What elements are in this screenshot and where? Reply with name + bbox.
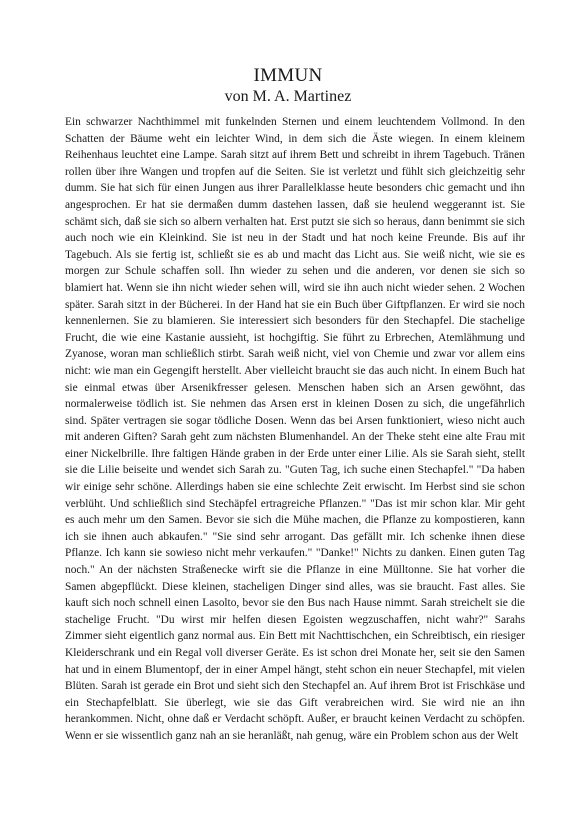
document-title: IMMUN — [253, 65, 323, 86]
document-body: Ein schwarzer Nachthimmel mit funkelnden Sternen und einem leuchtendem Vollmond. In den Schatten der Bäume weht ein leichter Wind, in dem sich die Äste wiegen. In einem kleinem Reihenhaus leuchtet eine Lampe. Sarah sitzt auf ihrem Bett und schreibt in ihrem Tagebuch. Tränen rollen über ihre Wangen und tropfen auf die Seiten. Sie ist verletzt und fühlt sich gleichzeitig sehr dumm. Sie hat sich für einen Jungen aus ihrer Parallelklasse heute besonders chic gemacht und ihn angesprochen. Er hat sie dermaßen dumm dastehen lassen, daß sie heulend weggerannt ist. Sie schämt sich, daß sie sich so albern verhalten hat. Erst putzt sie sich so heraus, dann benimmt sie sich auch noch wie ein Kleinkind. Sie ist neu in der Stadt und hat noch keine Freunde. Bis auf ihr Tagebuch. Als sie fertig ist, schließt sie es ab und macht das Licht aus. Sie weiß nicht, wie sie es morgen zur Schule schaffen soll. Ihn wieder zu sehen und die anderen, vor denen sie sich so blamiert hat. Wenn sie ihn nicht wieder sehen will, wird sie ihn auch nicht wieder sehen. 2 Wochen später. Sarah sitzt in der Bücherei. In der Hand hat sie ein Buch über Giftpflanzen. Er wird sie noch kennenlernen. Sie zu blamieren. Sie interessiert sich besonders für den Stechapfel. Die stachelige Frucht, die wie eine Kastanie aussieht, ist hochgiftig. Sie führt zu Erbrechen, Atemlähmung und Zyanose, woran man schließlich stirbt. Sarah weiß nicht, viel von Chemie und zwar vor allem eins nicht: wie man ein Gegengift herstellt. Aber vielleicht braucht sie das auch nicht. In einem Buch hat sie einmal etwas über Arsenikfresser gelesen. Menschen haben sich an Arsen gewöhnt, das normalerweise tödlich ist. Sie nehmen das Arsen erst in kleinen Dosen zu sich, die ungefährlich sind. Später vertragen sie sogar tödliche Dosen. Wenn das bei Arsen funktioniert, wieso nicht auch mit anderen Giften? Sarah geht zum nächsten Blumenhandel. An der Theke steht eine alte Frau mit einer Nickelbrille. Ihre faltigen Hände graben in der Erde unter einer Lilie. Als sie Sarah sieht, stellt sie die Lilie beiseite und wendet sich Sarah zu. "Guten Tag, ich suche einen Stechapfel." "Da haben wir einige sehr schöne. Allerdings haben sie eine schlechte Zeit erwischt. Im Herbst sind sie schon verblüht. Und schließlich sind Stechäpfel ertragreiche Pflanzen." "Das ist mir schon klar. Mir geht es auch mehr um den Samen. Bevor sie sich die Mühe machen, die Pflanze zu kompostieren, kann ich sie ihnen auch abkaufen." "Sie sind sehr arrogant. Das gefällt mir. Ich schenke ihnen diese Pflanze. Ich kann sie sowieso nicht mehr verkaufen." "Danke!" Nichts zu danken. Einen guten Tag noch." An der nächsten Straßenecke wirft sie die Pflanze in eine Mülltonne. Sie hat vorher die Samen abgepflückt. Diese kleinen, stacheligen Dinger sind alles, was sie braucht. Fast alles. Sie kauft sich noch schnell einen Lasolto, bevor sie den Bus nach Hause nimmt. Sarah streichelt sie die stachelige Frucht. "Du wirst mir helfen diesen Egoisten wegzuschaffen, nicht wahr?" Sarahs Zimmer sieht eigentlich ganz normal aus. Ein Bett mit Nachttischchen, ein Schreibtisch, ein riesiger Kleiderschrank und ein Regal voll diverser Geräte. Es ist schon drei Monate her, seit sie den Samen hat und in einem Blumentopf, der in einer Ampel hängt, steht schon ein neuer Stechapfel, mit vielen Blüten. Sarah ist gerade ein Brot und sieht sich den Stechapfel an. Auf ihrem Brot ist Frischkäse und ein Stechapfelblatt. Sie überlegt, wie sie das Gift verabreichen wird. Sie wird nie an ihn herankommen. Nicht, ohne daß er Verdacht schöpft. Außer, er braucht keinen Verdacht zu schöpfen. Wenn er sie wissentlich ganz nah an sie heranläßt, nah genug, wäre ein Problem schon aus der Welt — [65, 116, 525, 742]
document-author: von M. A. Martinez — [224, 88, 352, 105]
